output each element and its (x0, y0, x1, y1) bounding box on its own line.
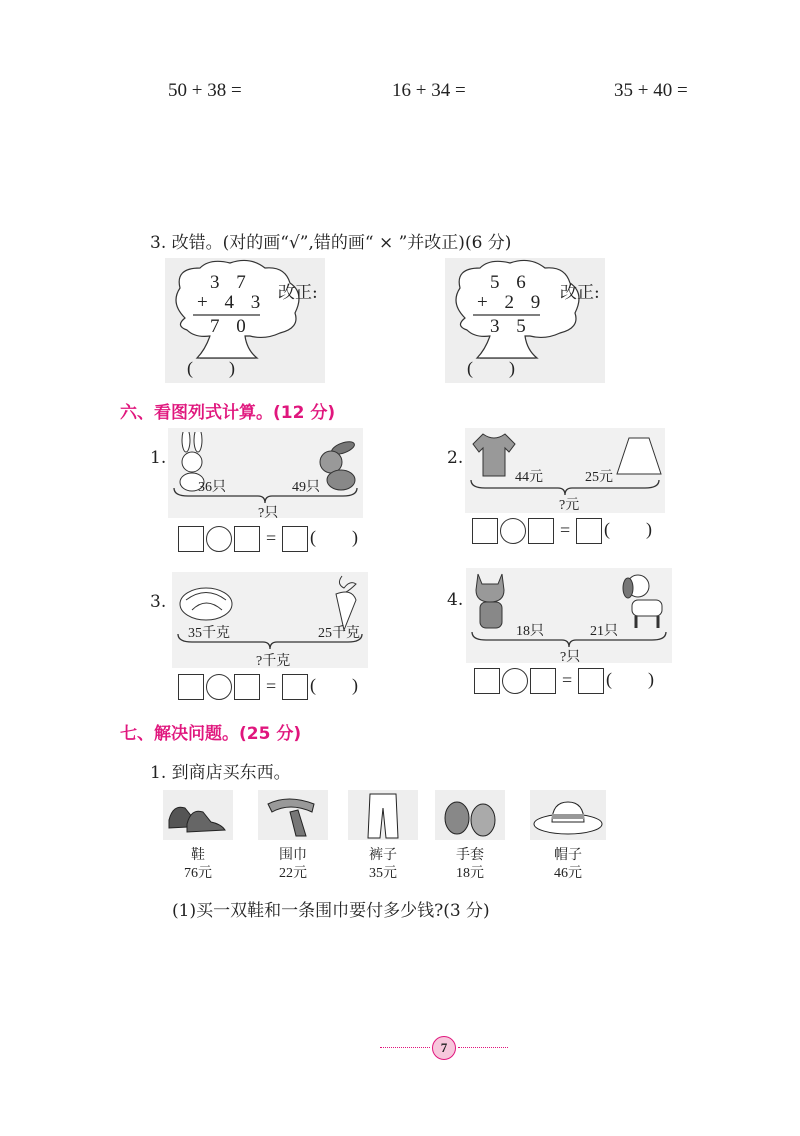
picture-panel (172, 572, 368, 668)
correction-label-2: 改正: (560, 283, 600, 303)
left-price: 44元 (515, 470, 543, 485)
check-paren[interactable]: ( ) (187, 358, 235, 378)
section7-subtitle: 1. 到商店买东西。 (150, 763, 291, 783)
hat-icon (530, 790, 606, 840)
right-count: 21只 (590, 624, 618, 639)
pants-icon (348, 790, 418, 840)
blank-box[interactable] (178, 526, 204, 552)
problem-number: 3. (150, 592, 167, 612)
shop-item-shoes (163, 790, 233, 881)
equation-2: 16 + 34 = (392, 80, 466, 101)
item-price: 35元 (369, 866, 397, 881)
dog-icon (620, 570, 668, 632)
problem-number: 2. (447, 448, 464, 468)
q3-title: 3. 改错。(对的画“√”,错的画“ × ”并改正)(6 分) (150, 233, 512, 253)
unit-paren[interactable]: ( ) (310, 675, 358, 695)
total-question: ?只 (560, 650, 581, 665)
blank-box[interactable] (234, 674, 260, 700)
answer-box[interactable] (576, 518, 602, 544)
sum-result: 3 5 (490, 316, 532, 337)
gloves-icon (435, 790, 505, 840)
total-question: ?只 (258, 506, 279, 521)
addend-b: + 4 3 (197, 292, 267, 313)
equals-sign: = (560, 520, 571, 540)
item-name: 帽子 (554, 847, 582, 863)
left-count: 18只 (516, 624, 544, 639)
shop-item-scarf (258, 790, 328, 881)
right-weight: 25千克 (318, 626, 360, 641)
equation-1: 50 + 38 = (168, 80, 242, 101)
unit-paren[interactable]: ( ) (606, 669, 654, 689)
blank-box[interactable] (474, 668, 500, 694)
section7-title: 七、解决问题。(25 分) (120, 724, 302, 744)
correction-label-1: 改正: (278, 283, 318, 303)
equals-sign: = (266, 528, 277, 548)
blank-box[interactable] (178, 674, 204, 700)
tree-problem-2 (445, 258, 605, 383)
blank-box[interactable] (528, 518, 554, 544)
dress-shirt-icon (471, 430, 516, 480)
skirt-icon (615, 436, 663, 478)
addend-a: 3 7 (210, 272, 252, 293)
section6-title: 六、看图列式计算。(12 分) (120, 403, 336, 423)
shop-item-hat (530, 790, 606, 881)
left-count: 36只 (198, 480, 226, 495)
question-1: (1)买一双鞋和一条围巾要付多少钱?(3 分) (172, 901, 490, 921)
equals-sign: = (266, 676, 277, 696)
problem-number: 1. (150, 448, 167, 468)
operator-circle[interactable] (500, 518, 526, 544)
shop-item-gloves (435, 790, 505, 881)
rabbit-icon (313, 438, 363, 493)
answer-formula (472, 518, 672, 546)
blank-box[interactable] (530, 668, 556, 694)
answer-formula (178, 526, 378, 554)
item-price: 46元 (554, 866, 582, 881)
shoes-icon (163, 790, 233, 840)
equation-3: 35 + 40 = (614, 80, 688, 101)
picture-panel (465, 428, 665, 513)
left-weight: 35千克 (188, 626, 230, 641)
right-price: 25元 (585, 470, 613, 485)
addend-a: 5 6 (490, 272, 532, 293)
operator-circle[interactable] (206, 674, 232, 700)
item-name: 手套 (456, 847, 484, 863)
addend-b: + 2 9 (477, 292, 547, 313)
unit-paren[interactable]: ( ) (604, 519, 652, 539)
item-name: 裤子 (369, 847, 397, 863)
right-count: 49只 (292, 480, 320, 495)
cat-icon (470, 570, 512, 632)
item-price: 18元 (456, 866, 484, 881)
check-paren[interactable]: ( ) (467, 358, 515, 378)
picture-panel (466, 568, 672, 663)
answer-formula (178, 674, 378, 702)
blank-box[interactable] (472, 518, 498, 544)
total-question: ?千克 (256, 654, 291, 669)
page-number: 7 (432, 1036, 456, 1060)
equals-sign: = (562, 670, 573, 690)
shop-item-pants (348, 790, 418, 881)
scarf-icon (258, 790, 328, 840)
answer-box[interactable] (282, 674, 308, 700)
answer-box[interactable] (282, 526, 308, 552)
item-name: 鞋 (191, 847, 205, 863)
unit-paren[interactable]: ( ) (310, 527, 358, 547)
item-price: 76元 (184, 866, 212, 881)
sum-result: 7 0 (210, 316, 252, 337)
item-price: 22元 (279, 866, 307, 881)
item-name: 围巾 (279, 847, 307, 863)
answer-box[interactable] (578, 668, 604, 694)
picture-panel (168, 428, 363, 521)
problem-number: 4. (447, 590, 464, 610)
operator-circle[interactable] (502, 668, 528, 694)
total-question: ?元 (559, 498, 580, 513)
cabbage-icon (176, 580, 236, 625)
tree-problem-1 (165, 258, 325, 383)
page-footer (380, 1036, 510, 1060)
answer-formula (474, 668, 674, 696)
operator-circle[interactable] (206, 526, 232, 552)
blank-box[interactable] (234, 526, 260, 552)
